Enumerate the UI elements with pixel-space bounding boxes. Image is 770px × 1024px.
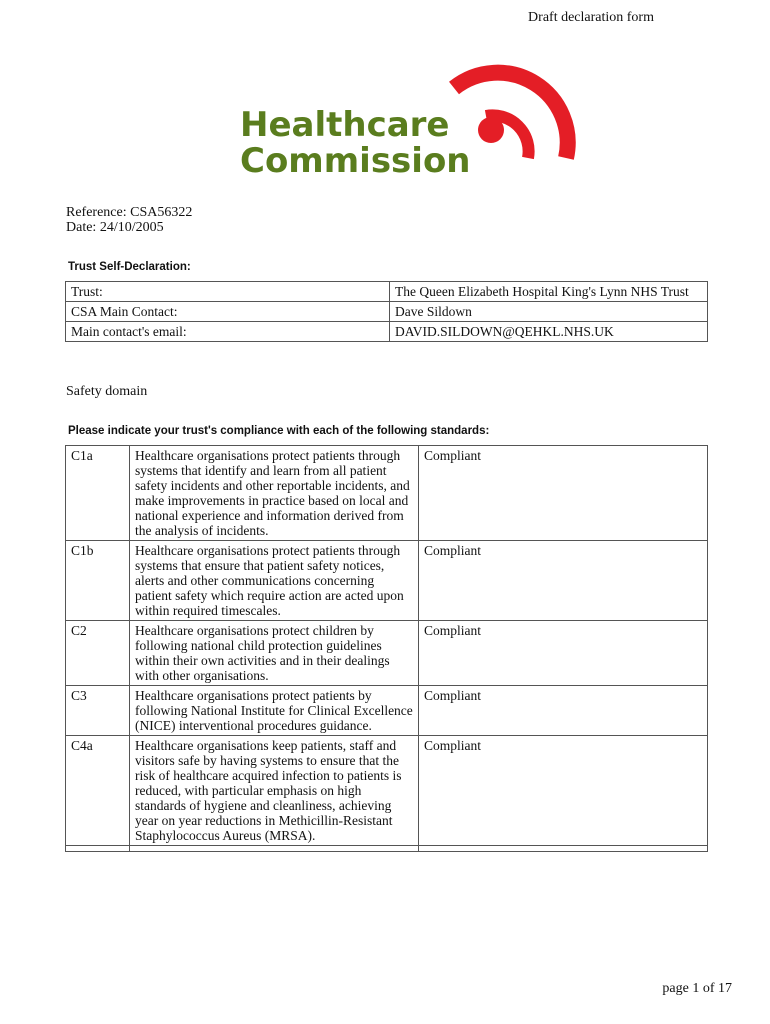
- logo-line1: Healthcare: [240, 105, 450, 145]
- table-row: [66, 736, 708, 846]
- standard-text: Healthcare organisations protect patients through systems that identify and learn from all patient safety incidents and other reportable incidents, and make improvements in practice based on local and national experience and information derived from the analysis of incidents.: [130, 446, 419, 541]
- compliance-status: Compliant: [419, 541, 708, 621]
- email-key: Main contact's email:: [66, 322, 390, 342]
- trust-details-table: [65, 281, 708, 342]
- standards-table: [65, 445, 708, 852]
- table-row: [66, 302, 708, 322]
- compliance-status: Compliant: [419, 686, 708, 736]
- empty-cell: [130, 846, 419, 852]
- document-meta: [66, 205, 192, 235]
- standard-code: C2: [66, 621, 130, 686]
- compliance-status: Compliant: [419, 736, 708, 846]
- table-row: [66, 621, 708, 686]
- standards-label: Please indicate your trust's compliance with each of the following standards:: [68, 425, 490, 437]
- table-row-empty: [66, 846, 708, 852]
- standard-code: C3: [66, 686, 130, 736]
- standard-text: Healthcare organisations protect patients through systems that ensure that patient safety notices, alerts and other communications concerning patient safety which require action are acted upon within required timescales.: [130, 541, 419, 621]
- document-header-title: Draft declaration form: [528, 10, 654, 25]
- email-value: DAVID.SILDOWN@QEHKL.NHS.UK: [390, 322, 708, 342]
- date-line: Date: 24/10/2005: [66, 220, 164, 235]
- standard-code: C1b: [66, 541, 130, 621]
- healthcare-commission-logo: [236, 58, 596, 188]
- empty-cell: [419, 846, 708, 852]
- trust-value: The Queen Elizabeth Hospital King's Lynn NHS Trust: [390, 282, 708, 302]
- standard-text: Healthcare organisations protect patients by following National Institute for Clinical Excellence (NICE) interventional procedures guidance.: [130, 686, 419, 736]
- contact-value: Dave Sildown: [390, 302, 708, 322]
- table-row: [66, 282, 708, 302]
- table-row: [66, 686, 708, 736]
- standard-code: C1a: [66, 446, 130, 541]
- table-row: [66, 446, 708, 541]
- logo-line2: Commission: [240, 141, 471, 181]
- compliance-status: Compliant: [419, 621, 708, 686]
- logo-graphic: [236, 58, 596, 188]
- contact-key: CSA Main Contact:: [66, 302, 390, 322]
- table-row: [66, 322, 708, 342]
- standard-text: Healthcare organisations protect children by following national child protection guidelines within their own activities and in their dealings with other organisations.: [130, 621, 419, 686]
- reference-line: Reference: CSA56322: [66, 205, 193, 220]
- standard-text: Healthcare organisations keep patients, staff and visitors safe by having systems to ensure that the risk of healthcare acquired infection to patients is reduced, with particular emphasis on high standards of hygiene and cleanliness, achieving year on year reductions in Methicillin-Resistant Staphylococcus Aureus (MRSA).: [130, 736, 419, 846]
- empty-cell: [66, 846, 130, 852]
- compliance-status: Compliant: [419, 446, 708, 541]
- page-number: page 1 of 17: [662, 981, 732, 996]
- standard-code: C4a: [66, 736, 130, 846]
- trust-key: Trust:: [66, 282, 390, 302]
- table-row: [66, 541, 708, 621]
- domain-title: Safety domain: [66, 384, 148, 399]
- trust-section-label: Trust Self-Declaration:: [68, 261, 191, 273]
